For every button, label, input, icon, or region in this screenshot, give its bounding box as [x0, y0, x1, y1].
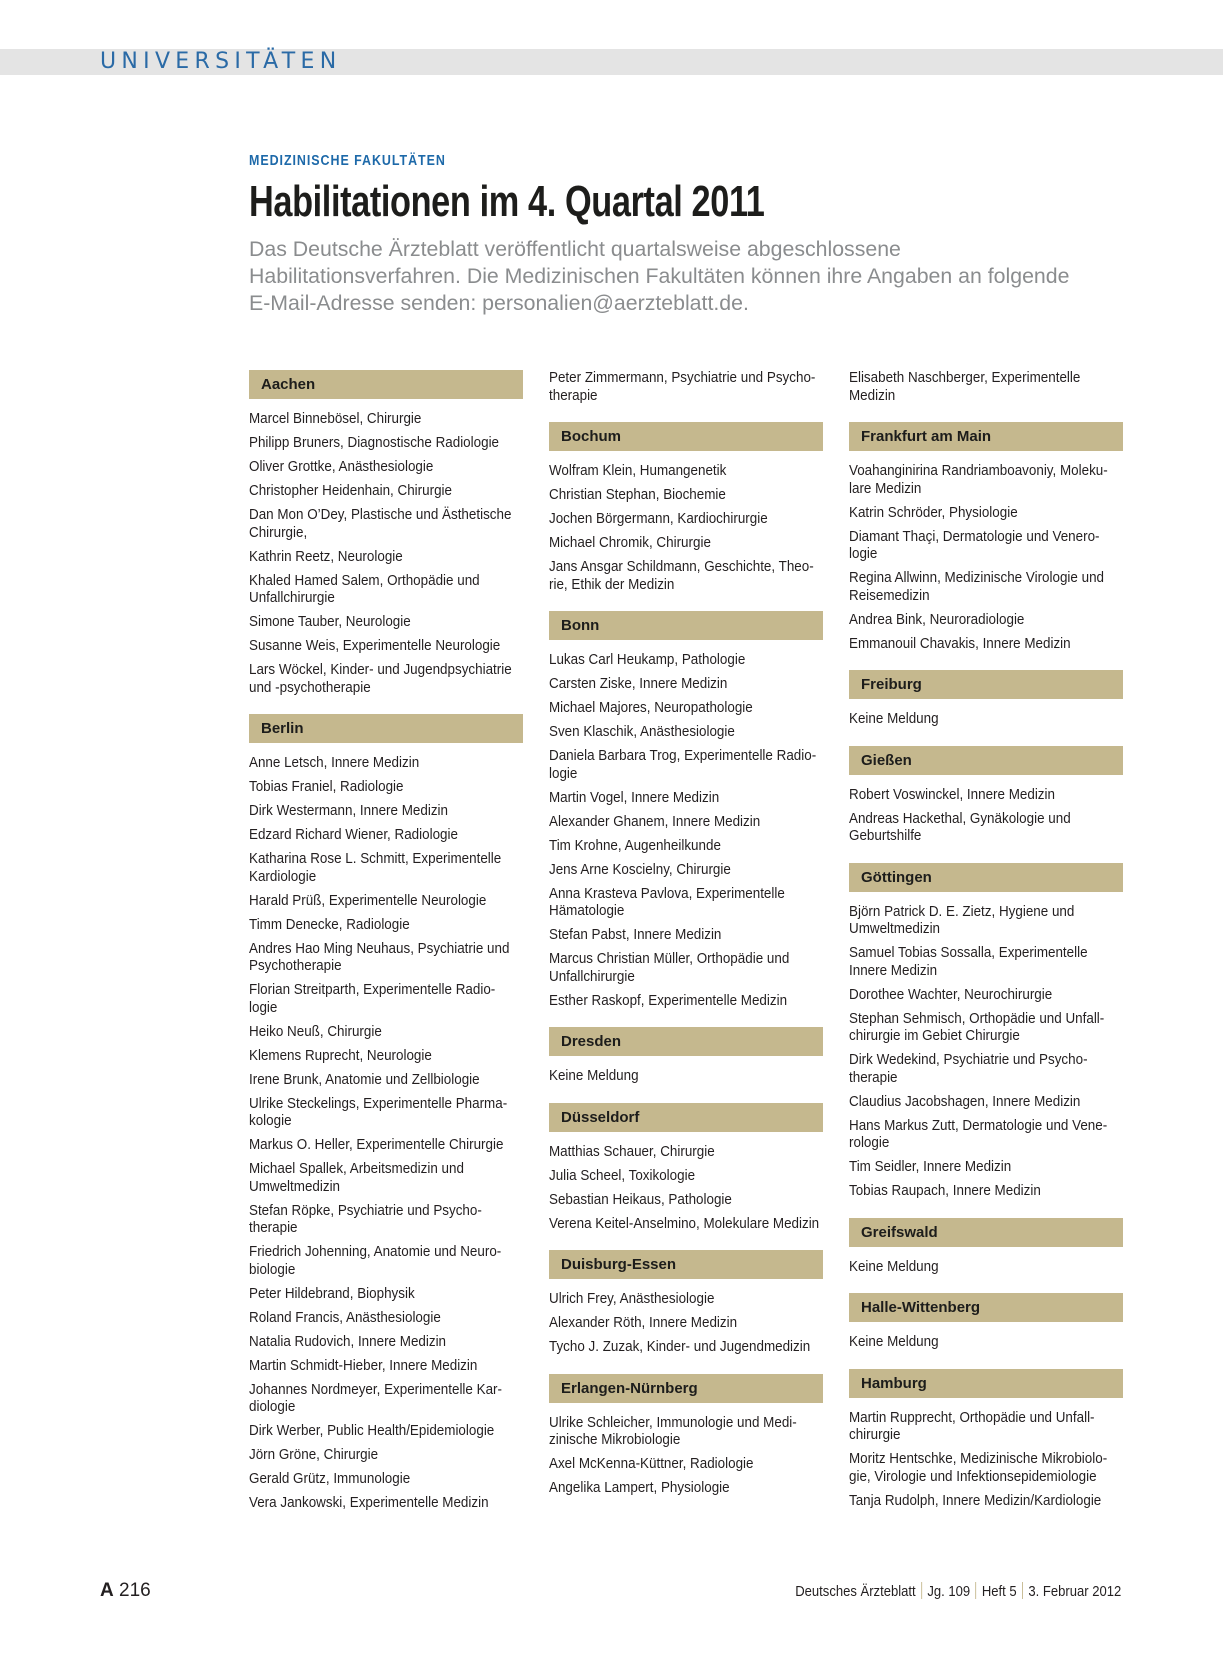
list-item: Andres Hao Ming Neuhaus, Psychiatrie und Psychotherapie	[249, 940, 510, 974]
university-section	[549, 1250, 823, 1357]
university-section	[849, 422, 1123, 653]
list-item: Andreas Hackethal, Gynäkologie und Geburtshilfe	[849, 810, 1071, 844]
section-heading: Düsseldorf	[549, 1103, 823, 1132]
section-heading: Gießen	[849, 746, 1123, 775]
list-item: Tanja Rudolph, Innere Medizin/Kardiologie	[849, 1492, 1102, 1509]
list-item: Jans Ansgar Schildmann, Geschichte, Theo-rie, Ethik der Medizin	[549, 559, 814, 593]
list-item: Lukas Carl Heukamp, Pathologie	[549, 652, 746, 668]
list-item: Dorothee Wachter, Neurochirurgie	[849, 986, 1053, 1003]
list-item: Kathrin Reetz, Neurologie	[249, 548, 403, 565]
list-item: Stephan Sehmisch, Orthopädie und Unfall-chirurgie im Gebiet Chirurgie	[849, 1010, 1105, 1044]
university-section	[849, 1218, 1123, 1277]
list-item: Michael Majores, Neuropathologie	[549, 700, 753, 716]
list-item: Irene Brunk, Anatomie und Zellbiologie	[249, 1071, 480, 1088]
university-section	[849, 863, 1123, 1201]
footer-divider	[921, 1582, 922, 1599]
list-item: Keine Meldung	[549, 1068, 639, 1084]
entry-list	[849, 1334, 1123, 1352]
university-section	[249, 370, 523, 697]
journal-issue: Heft 5	[981, 1584, 1017, 1600]
list-item: Regina Allwinn, Medizinische Virologie und Reisemedizin	[849, 570, 1105, 604]
entry-list	[849, 787, 1123, 846]
section-heading: Bonn	[549, 611, 823, 640]
list-item: Anne Letsch, Innere Medizin	[249, 755, 420, 771]
list-item: Simone Tauber, Neurologie	[249, 614, 411, 630]
list-item: Daniela Barbara Trog, Experimentelle Radio-logie	[549, 748, 817, 782]
list-item: Keine Meldung	[849, 1258, 939, 1275]
entry-list	[549, 652, 823, 1010]
list-item: Andrea Bink, Neuroradiologie	[849, 611, 1025, 628]
list-item: Angelika Lampert, Physiologie	[549, 1480, 730, 1496]
list-item: Oliver Grottke, Anästhesiologie	[249, 459, 434, 475]
list-item: Matthias Schauer, Chirurgie	[549, 1143, 715, 1160]
list-item: Timm Denecke, Radiologie	[249, 916, 410, 933]
list-item: Michael Spallek, Arbeitsmedizin und Umweltmedizin	[249, 1161, 464, 1195]
university-section	[549, 422, 823, 594]
list-item: Jens Arne Koscielny, Chirurgie	[549, 861, 731, 878]
entry-list	[249, 755, 523, 1513]
section-heading: Halle-Wittenberg	[849, 1293, 1123, 1322]
entry-list	[249, 411, 523, 697]
section-label: UNIVERSITÄTEN	[100, 49, 342, 74]
list-item: Florian Streitparth, Experimentelle Radio-logie	[249, 982, 496, 1016]
list-item: Hans Markus Zutt, Dermatologie und Vene-rologie	[849, 1117, 1108, 1151]
list-item: Alexander Röth, Innere Medizin	[549, 1315, 738, 1331]
list-item: Michael Chromik, Chirurgie	[549, 535, 711, 551]
list-item: Marcel Binnebösel, Chirurgie	[249, 411, 422, 427]
list-item: Diamant Thaçi, Dermatologie und Venero-logie	[849, 528, 1100, 562]
entry-list	[849, 1259, 1123, 1277]
list-item: Elisabeth Naschberger, Experimentelle Medizin	[849, 370, 1081, 404]
university-section	[849, 670, 1123, 729]
university-section	[549, 1027, 823, 1086]
list-item: Ulrike Steckelings, Experimentelle Pharma-kologie	[249, 1095, 508, 1129]
article-title: Habilitationen im 4. Quartal 2011	[249, 177, 765, 226]
section-heading: Frankfurt am Main	[849, 422, 1123, 451]
list-item: Samuel Tobias Sossalla, Experimentelle Innere Medizin	[849, 945, 1088, 979]
entry-list	[549, 1291, 823, 1357]
university-section	[249, 714, 523, 1513]
list-item: Christian Stephan, Biochemie	[549, 487, 726, 503]
list-item: Stefan Pabst, Innere Medizin	[549, 927, 722, 943]
entry-list	[849, 1410, 1123, 1511]
list-item: Axel McKenna-Küttner, Radiologie	[549, 1456, 754, 1472]
page-number	[100, 1580, 151, 1602]
list-item: Alexander Ghanem, Innere Medizin	[549, 813, 761, 830]
list-item: Keine Meldung	[849, 1334, 939, 1350]
list-item: Keine Meldung	[849, 711, 939, 727]
list-item: Björn Patrick D. E. Zietz, Hygiene und Umweltmedizin	[849, 903, 1075, 937]
footer-divider	[1022, 1582, 1023, 1599]
list-item: Katharina Rose L. Schmitt, Experimentelle Kardiologie	[249, 851, 502, 885]
list-item: Wolfram Klein, Humangenetik	[549, 463, 727, 479]
list-item: Klemens Ruprecht, Neurologie	[249, 1047, 432, 1064]
list-item: Roland Francis, Anästhesiologie	[249, 1309, 441, 1326]
list-item: Markus O. Heller, Experimentelle Chirurgie	[249, 1137, 504, 1153]
article-kicker: MEDIZINISCHE FAKULTÄTEN	[249, 153, 446, 169]
entry-list	[849, 711, 1123, 729]
list-item: Khaled Hamed Salem, Orthopädie und Unfallchirurgie	[249, 572, 480, 606]
section-heading: Bochum	[549, 422, 823, 451]
list-item: Voahanginirina Randriamboavoniy, Moleku-lare Medizin	[849, 463, 1108, 497]
list-item: Claudius Jacobshagen, Innere Medizin	[849, 1093, 1081, 1110]
list-item: Friedrich Johenning, Anatomie und Neuro-biologie	[249, 1244, 502, 1278]
section-heading: Dresden	[549, 1027, 823, 1056]
section-heading: Berlin	[249, 714, 523, 743]
list-item: Tycho J. Zuzak, Kinder- und Jugendmedizin	[549, 1339, 811, 1355]
page-footer	[795, 1582, 1121, 1600]
journal-date: 3. Februar 2012	[1028, 1584, 1121, 1600]
list-item: Jochen Börgermann, Kardiochirurgie	[549, 511, 768, 527]
list-item: Dirk Westermann, Innere Medizin	[249, 803, 448, 819]
list-item: Tobias Franiel, Radiologie	[249, 779, 404, 795]
list-item: Martin Rupprecht, Orthopädie und Unfall-chirurgie	[849, 1409, 1095, 1443]
list-item: Harald Prüß, Experimentelle Neurologie	[249, 892, 487, 909]
list-item: Martin Vogel, Innere Medizin	[549, 789, 720, 806]
entry-list	[549, 1068, 823, 1086]
section-heading: Greifswald	[849, 1218, 1123, 1247]
list-item: Robert Voswinckel, Innere Medizin	[849, 786, 1055, 803]
article-intro: Das Deutsche Ärzteblatt veröffentlicht quartalsweise abgeschlossene Habilitationsverfahren. Die Medizinischen Fakultäten können ihre Angaben an folgende E-Mail-Adresse senden: personalien@aerzteblatt.de.	[249, 237, 1070, 315]
list-item: Susanne Weis, Experimentelle Neurologie	[249, 638, 501, 654]
section-heading: Hamburg	[849, 1369, 1123, 1398]
list-item: Edzard Richard Wiener, Radiologie	[249, 827, 458, 843]
list-item: Sven Klaschik, Anästhesiologie	[549, 724, 735, 740]
list-item: Peter Hildebrand, Biophysik	[249, 1285, 415, 1302]
column-3	[849, 370, 1123, 1527]
list-item: Heiko Neuß, Chirurgie	[249, 1023, 382, 1040]
list-item: Philipp Bruners, Diagnostische Radiologie	[249, 435, 500, 451]
entry-list	[549, 1144, 823, 1234]
list-item: Dan Mon O’Dey, Plastische und Ästhetische Chirurgie,	[249, 507, 512, 541]
university-section	[549, 1374, 823, 1498]
list-item: Natalia Rudovich, Innere Medizin	[249, 1333, 447, 1350]
list-item: Moritz Hentschke, Medizinische Mikrobiolo-gie, Virologie und Infektionsepidemiologie	[849, 1451, 1108, 1485]
list-item: Sebastian Heikaus, Pathologie	[549, 1191, 732, 1208]
list-item: Johannes Nordmeyer, Experimentelle Kar-diologie	[249, 1381, 502, 1415]
journal-volume: Jg. 109	[927, 1584, 970, 1600]
list-item: Lars Wöckel, Kinder- und Jugendpsychiatrie und -psychotherapie	[249, 662, 512, 696]
list-item: Emmanouil Chavakis, Innere Medizin	[849, 635, 1071, 652]
university-section	[849, 1369, 1123, 1511]
list-item: Jörn Gröne, Chirurgie	[249, 1447, 379, 1463]
list-item: Ulrich Frey, Anästhesiologie	[549, 1291, 715, 1307]
entry-list	[849, 904, 1123, 1201]
entry-list	[549, 463, 823, 594]
university-section	[849, 746, 1123, 846]
journal-name: Deutsches Ärzteblatt	[794, 1584, 916, 1600]
list-item: Christopher Heidenhain, Chirurgie	[249, 483, 453, 499]
list-item: Anna Krasteva Pavlova, Experimentelle Hämatologie	[549, 885, 785, 919]
list-item: Peter Zimmermann, Psychiatrie und Psycho-therapie	[549, 370, 816, 404]
list-item: Tim Seidler, Innere Medizin	[849, 1159, 1012, 1175]
list-item: Martin Schmidt-Hieber, Innere Medizin	[249, 1357, 478, 1374]
entry-list	[849, 463, 1123, 653]
page-number-value: 216	[119, 1580, 151, 1601]
footer-divider	[975, 1582, 976, 1599]
list-item: Esther Raskopf, Experimentelle Medizin	[549, 992, 788, 1009]
list-item: Verena Keitel-Anselmino, Molekulare Medizin	[549, 1215, 820, 1232]
university-section	[549, 1103, 823, 1234]
university-section	[549, 611, 823, 1010]
section-heading: Erlangen-Nürnberg	[549, 1374, 823, 1403]
section-heading: Göttingen	[849, 863, 1123, 892]
list-item: Ulrike Schleicher, Immunologie und Medi-zinische Mikrobiologie	[549, 1414, 797, 1448]
list-item: Stefan Röpke, Psychiatrie und Psycho-therapie	[249, 1202, 482, 1236]
list-item: Julia Scheel, Toxikologie	[549, 1167, 696, 1184]
list-item: Tobias Raupach, Innere Medizin	[849, 1183, 1041, 1199]
page-prefix: A	[100, 1580, 114, 1601]
list-item: Dirk Wedekind, Psychiatrie und Psycho-therapie	[849, 1052, 1088, 1086]
university-section	[849, 1293, 1123, 1352]
entry-list	[549, 1415, 823, 1498]
column-1	[249, 370, 523, 1530]
list-item: Marcus Christian Müller, Orthopädie und Unfallchirurgie	[549, 951, 790, 985]
column-2	[549, 370, 823, 1515]
list-item: Tim Krohne, Augenheilkunde	[549, 837, 721, 854]
list-item: Gerald Grütz, Immunologie	[249, 1471, 411, 1487]
list-item: Carsten Ziske, Innere Medizin	[549, 676, 728, 692]
list-item: Vera Jankowski, Experimentelle Medizin	[249, 1495, 489, 1511]
list-item: Dirk Werber, Public Health/Epidemiologie	[249, 1423, 495, 1439]
list-item: Katrin Schröder, Physiologie	[849, 504, 1018, 521]
section-heading: Aachen	[249, 370, 523, 399]
section-heading: Duisburg-Essen	[549, 1250, 823, 1279]
section-heading: Freiburg	[849, 670, 1123, 699]
